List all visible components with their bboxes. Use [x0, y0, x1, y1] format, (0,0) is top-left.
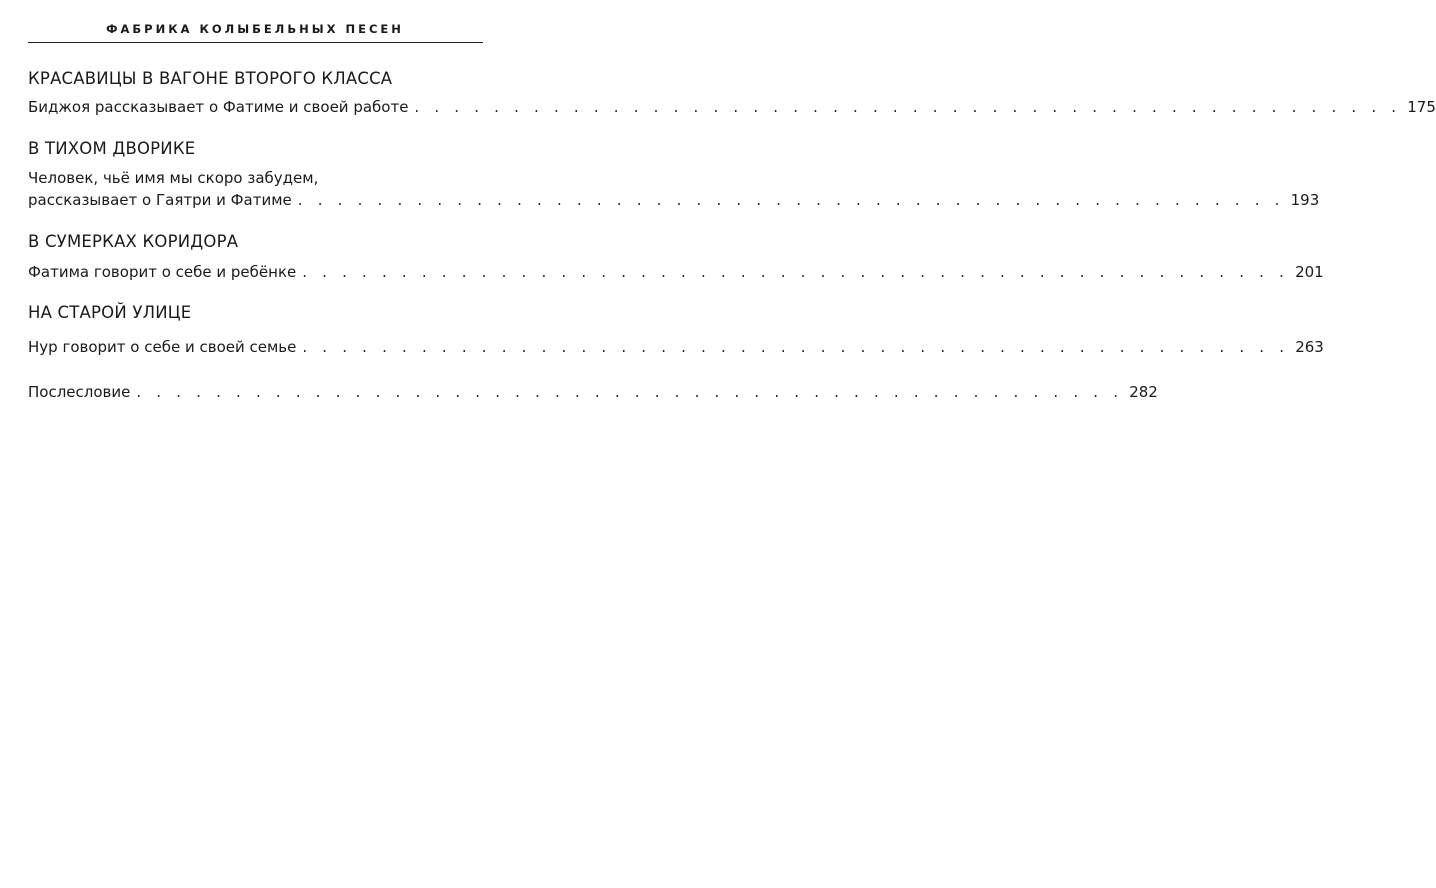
- header-rule: [28, 42, 483, 43]
- dot-leader: . . . . . . . . . . . . . . . . . . . . . . . . . . . . . . . . . . . . . . . . . . . . . . . . . .: [302, 338, 1290, 356]
- toc-section-title: В СУМЕРКАХ КОРИДОРА: [28, 232, 239, 251]
- toc-page-number: 193: [1290, 191, 1320, 209]
- toc-section-title: В ТИХОМ ДВОРИКЕ: [28, 139, 196, 158]
- toc-entry-text: Человек, чьё имя мы скоро забудем,: [28, 169, 319, 187]
- toc-entry-line: [28, 96, 1436, 118]
- dot-leader: . . . . . . . . . . . . . . . . . . . . . . . . . . . . . . . . . . . . . . . . . . . . . . . . . .: [414, 98, 1402, 116]
- toc-entry: [28, 96, 1436, 118]
- toc-entry-line: [28, 189, 1320, 211]
- toc-page-number: 282: [1129, 383, 1158, 401]
- toc-entry-text: Биджоя рассказывает о Фатиме и своей работе: [28, 98, 409, 116]
- toc-page-number: 201: [1295, 263, 1324, 281]
- toc-entry-text: Фатима говорит о себе и ребёнке: [28, 263, 297, 281]
- toc-entry: [28, 167, 1320, 211]
- toc-section-title: НА СТАРОЙ УЛИЦЕ: [28, 303, 192, 322]
- toc-entry-line: [28, 336, 1324, 358]
- toc-page-number: 175: [1407, 98, 1436, 116]
- running-head: ФАБРИКА КОЛЫБЕЛЬНЫХ ПЕСЕН: [106, 22, 404, 36]
- toc-section-title: КРАСАВИЦЫ В ВАГОНЕ ВТОРОГО КЛАССА: [28, 69, 393, 88]
- toc-entry-line: [28, 261, 1324, 283]
- toc-entry-text: Нур говорит о себе и своей семье: [28, 338, 297, 356]
- toc-entry: [28, 261, 1324, 283]
- toc-entry-text: рассказывает о Гаятри и Фатиме: [28, 191, 292, 209]
- toc-afterword-entry: [28, 381, 1158, 403]
- toc-page-number: 263: [1295, 338, 1324, 356]
- dot-leader: . . . . . . . . . . . . . . . . . . . . . . . . . . . . . . . . . . . . . . . . . . . . . . . . . .: [297, 191, 1285, 209]
- dot-leader: . . . . . . . . . . . . . . . . . . . . . . . . . . . . . . . . . . . . . . . . . . . . . . . . . .: [302, 263, 1290, 281]
- toc-entry-line: [28, 381, 1158, 403]
- toc-entry-text: Послесловие: [28, 383, 131, 401]
- toc-entry: [28, 336, 1324, 358]
- dot-leader: . . . . . . . . . . . . . . . . . . . . . . . . . . . . . . . . . . . . . . . . . . . . . . . . . .: [136, 383, 1124, 401]
